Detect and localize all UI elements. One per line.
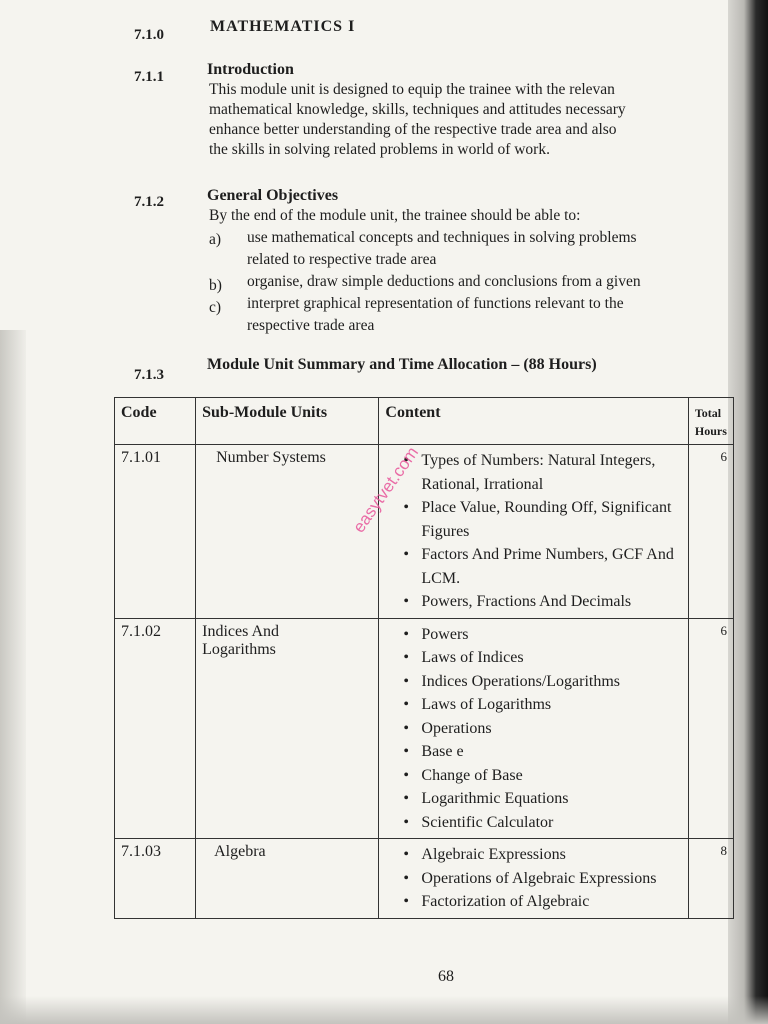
objective-c-line-2: respective trade area: [247, 317, 375, 334]
row-sub-module: Number Systems: [196, 445, 379, 619]
list-item: • Laws of Logarithms: [399, 693, 681, 717]
intro-line-3: enhance better understanding of the respective trade area and also: [209, 121, 617, 138]
header-code: Code: [115, 398, 196, 445]
header-total-line-2: Hours: [694, 424, 727, 438]
list-item: • Factors And Prime Numbers, GCF And LCM.: [399, 543, 681, 590]
list-item: • Change of Base: [399, 764, 681, 788]
page-number: 68: [438, 968, 454, 985]
list-item: • Factorization of Algebraic: [399, 890, 681, 914]
row-hours: 6: [688, 618, 733, 839]
list-item: • Logarithmic Equations: [399, 787, 681, 811]
row-content: [379, 445, 688, 619]
table-row: [115, 618, 734, 839]
row-sub-module: [196, 618, 379, 839]
list-item: • Algebraic Expressions: [399, 843, 681, 867]
summary-number: 7.1.3: [134, 367, 164, 383]
objective-c-marker: c): [209, 299, 222, 316]
section-number: 7.1.0: [134, 27, 164, 43]
row-content: [379, 618, 688, 839]
watermark-text: easytvet.com: [349, 443, 423, 537]
intro-line-1: This module unit is designed to equip the trainee with the relevan: [209, 81, 615, 98]
header-sub-module-units: Sub-Module Units: [196, 398, 379, 445]
intro-number: 7.1.1: [134, 69, 164, 85]
objective-a-line-2: related to respective trade area: [247, 251, 437, 268]
list-item: • Operations: [399, 717, 681, 741]
table-header-row: [115, 398, 734, 445]
list-item: • Place Value, Rounding Off, Significant Figures: [399, 496, 681, 543]
list-item: • Powers, Fractions And Decimals: [399, 590, 681, 614]
header-total-line-1: Total: [694, 406, 722, 420]
row-hours: 6: [688, 445, 733, 619]
objective-a-line-1: use mathematical concepts and techniques in solving problems: [247, 229, 637, 246]
table-row: [115, 839, 734, 919]
objective-c-line-1: interpret graphical representation of functions relevant to the: [247, 295, 624, 312]
list-item: • Base e: [399, 740, 681, 764]
section-title: MATHEMATICS I: [210, 18, 356, 35]
list-item: • Operations of Algebraic Expressions: [399, 867, 681, 891]
list-item: • Types of Numbers: Natural Integers, Rational, Irrational: [399, 449, 681, 496]
row-sub-module-text: Indices And Logarithms: [202, 622, 279, 658]
row-sub-module: Algebra: [196, 839, 379, 919]
intro-heading: Introduction: [207, 61, 294, 78]
table-row: [115, 445, 734, 619]
header-content: Content: [379, 398, 688, 445]
intro-line-2: mathematical knowledge, skills, techniques and attitudes necessary: [209, 101, 626, 118]
row-code: 7.1.01: [115, 445, 196, 619]
objective-b-line-1: organise, draw simple deductions and conclusions from a given: [247, 273, 641, 290]
list-item: • Indices Operations/Logarithms: [399, 670, 681, 694]
objective-a-marker: a): [209, 231, 222, 248]
list-item: • Scientific Calculator: [399, 811, 681, 835]
intro-line-4: the skills in solving related problems in world of work.: [209, 141, 550, 158]
row-content: [379, 839, 688, 919]
objectives-lead: By the end of the module unit, the trainee should be able to:: [209, 207, 581, 224]
list-item: • Powers: [399, 623, 681, 647]
list-item: • Laws of Indices: [399, 646, 681, 670]
summary-heading: Module Unit Summary and Time Allocation – (88 Hours): [207, 356, 597, 373]
row-code: 7.1.02: [115, 618, 196, 839]
objective-b-marker: b): [209, 277, 222, 294]
objectives-heading: General Objectives: [207, 187, 339, 204]
page-bottom-shadow: [0, 996, 768, 1024]
header-total-hours: [688, 398, 733, 445]
row-hours: 8: [688, 839, 733, 919]
book-spine: [728, 0, 768, 1024]
module-summary-table: [114, 397, 734, 919]
objectives-number: 7.1.2: [134, 194, 164, 210]
row-code: 7.1.03: [115, 839, 196, 919]
